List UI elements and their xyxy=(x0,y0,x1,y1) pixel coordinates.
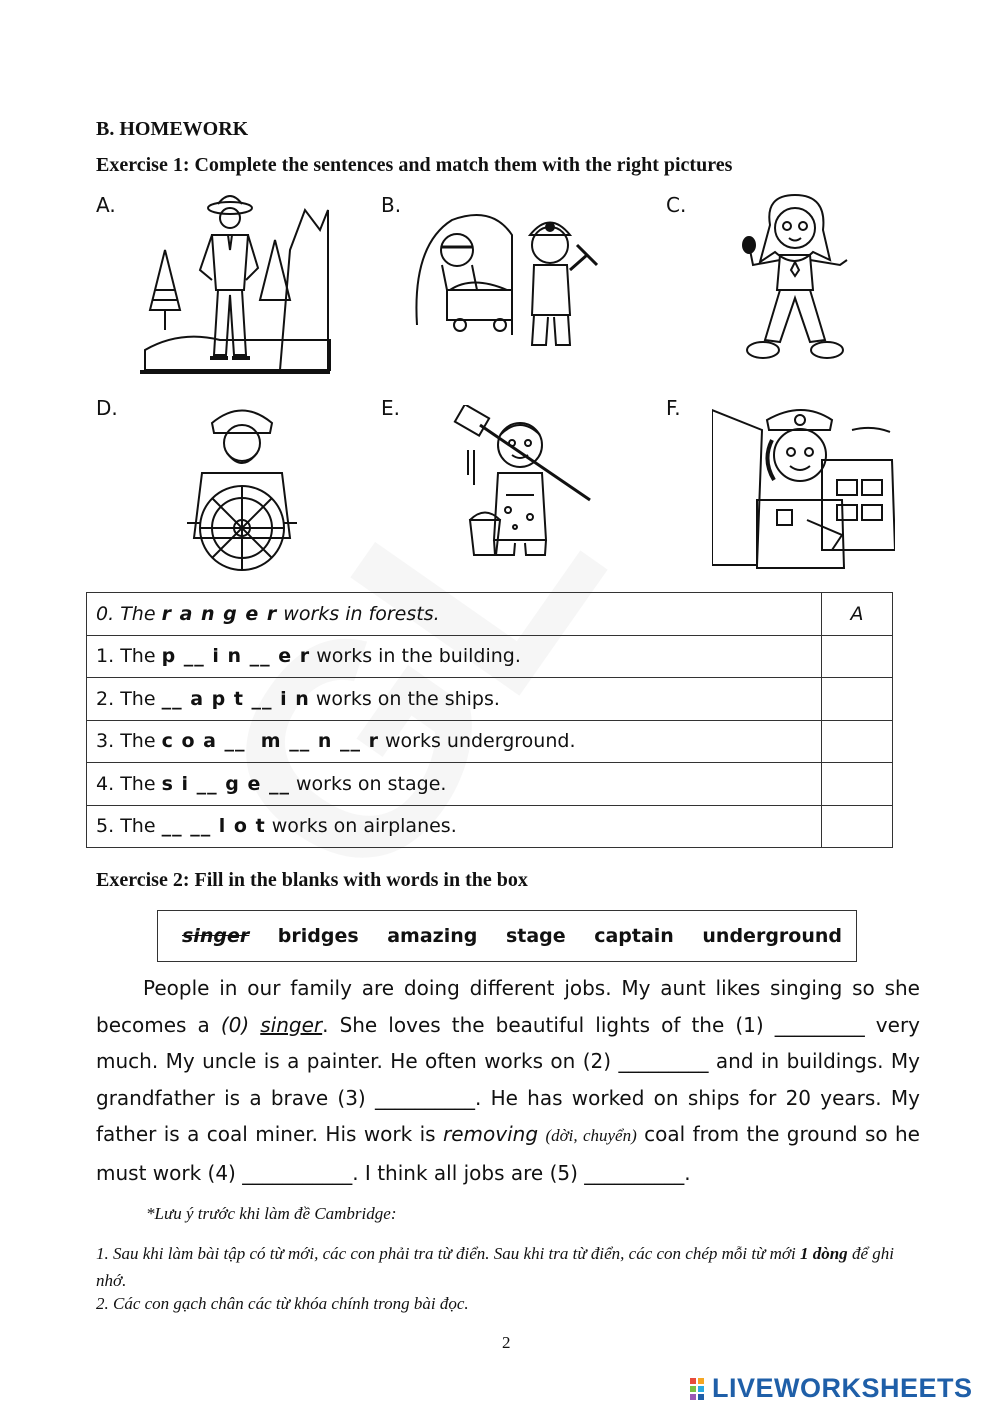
note-1-text: 1. Sau khi làm bài tập có từ mới, các con phải tra từ điển. Sau khi tra từ điển, các con chép mỗi từ mới xyxy=(96,1244,796,1263)
word-box-item: singer xyxy=(182,925,250,947)
question-pre: The xyxy=(120,602,156,625)
answer-cell[interactable]: A xyxy=(822,593,893,636)
question-number: 2. xyxy=(96,687,115,710)
table-row xyxy=(87,763,893,806)
section-title: B. HOMEWORK xyxy=(96,118,249,140)
table-row xyxy=(87,678,893,721)
picture-label-c: C. xyxy=(666,193,687,217)
passage-italic-word: removing xyxy=(443,1122,539,1146)
example-word: singer xyxy=(260,1012,323,1037)
notes-heading: *Lưu ý trước khi làm đề Cambridge: xyxy=(146,1204,397,1223)
example-number: (0) xyxy=(220,1012,250,1037)
picture-label-f: F. xyxy=(666,396,681,420)
question-pre: The xyxy=(120,772,156,795)
passage-text: People in our family are doing different jobs. My aunt likes singing so she becomes a xyxy=(96,976,920,1037)
word-letters: s i __ g e __ xyxy=(161,772,290,795)
page-number: 2 xyxy=(502,1333,511,1352)
answer-cell[interactable] xyxy=(822,720,893,763)
question-cell xyxy=(87,678,822,721)
exercise1-table xyxy=(86,592,893,848)
question-post: works underground. xyxy=(385,730,576,753)
coal-miners-icon xyxy=(412,205,598,353)
word-box-item: captain xyxy=(594,925,674,947)
word-letters: p __ i n __ e r xyxy=(161,645,311,668)
table-row xyxy=(87,635,893,678)
note-1-text-end: để ghi nhớ. xyxy=(96,1244,894,1290)
liveworksheets-logo[interactable] xyxy=(690,1373,973,1404)
note-2: 2. Các con gạch chân các từ khóa chính trong bài đọc. xyxy=(96,1294,469,1313)
picture-label-a: A. xyxy=(96,193,116,217)
question-cell xyxy=(87,635,822,678)
question-cell xyxy=(87,720,822,763)
answer-cell[interactable] xyxy=(822,763,893,806)
word-box-item: bridges xyxy=(277,925,359,947)
answer-cell[interactable] xyxy=(822,678,893,721)
question-pre: The xyxy=(120,645,156,668)
question-number: 5. xyxy=(96,815,115,838)
picture-label-e: E. xyxy=(381,396,400,420)
question-number: 3. xyxy=(96,730,115,753)
word-letters: __ __ l o t xyxy=(161,815,266,838)
exercise1-title: Exercise 1: Complete the sentences and match them with the right pictures xyxy=(96,154,733,176)
painter-icon xyxy=(440,405,600,570)
note-1 xyxy=(96,1240,906,1294)
word-box-item: stage xyxy=(505,925,566,947)
brand-name: LIVEWORKSHEETS xyxy=(712,1373,973,1403)
passage-text: coal from the ground so he must work (4) ___________. I think all jobs are (5) __________. xyxy=(96,1122,920,1185)
vietnamese-gloss: (dời, chuyển) xyxy=(545,1126,637,1145)
question-post: works on stage. xyxy=(296,772,447,795)
question-pre: The xyxy=(120,815,156,838)
word-box-item: amazing xyxy=(387,925,478,947)
question-cell xyxy=(87,593,822,636)
question-post: works in forests. xyxy=(283,602,440,625)
question-number: 0. xyxy=(96,602,115,625)
captain-icon xyxy=(172,398,312,576)
passage xyxy=(96,970,920,1191)
table-row xyxy=(87,593,893,636)
question-post: works on airplanes. xyxy=(271,815,457,838)
picture-label-d: D. xyxy=(96,396,118,420)
question-number: 1. xyxy=(96,645,115,668)
answer-cell[interactable] xyxy=(822,635,893,678)
passage-text: . She loves the beautiful lights of the (1) _________ very much. My uncle is a painter. He often works on (2) _________ and in buildings. My grandfather is a brave (3) __________. He has worked on ships for 20 years. My father is a coal miner. His work is xyxy=(96,1012,921,1146)
question-pre: The xyxy=(120,687,156,710)
word-letters: c o a __ m __ n __ r xyxy=(161,730,379,753)
table-row xyxy=(87,805,893,848)
word-box xyxy=(157,910,857,962)
ranger-icon xyxy=(140,190,332,376)
note-1-bold: 1 dòng xyxy=(799,1244,848,1263)
question-post: works in the building. xyxy=(316,645,521,668)
question-pre: The xyxy=(120,730,156,753)
picture-label-b: B. xyxy=(381,193,402,217)
word-letters: r a n g e r xyxy=(161,602,278,625)
table-row xyxy=(87,720,893,763)
answer-cell[interactable] xyxy=(822,805,893,848)
word-letters: __ a p t __ i n xyxy=(161,687,310,710)
word-box-item: underground xyxy=(702,925,842,947)
exercise2-title: Exercise 2: Fill in the blanks with words in the box xyxy=(96,869,528,891)
question-cell xyxy=(87,763,822,806)
question-cell xyxy=(87,805,822,848)
question-number: 4. xyxy=(96,772,115,795)
question-post: works on the ships. xyxy=(315,687,500,710)
pilot-icon xyxy=(712,400,895,570)
liveworksheets-logo-icon xyxy=(690,1376,712,1402)
singer-icon xyxy=(735,190,855,370)
